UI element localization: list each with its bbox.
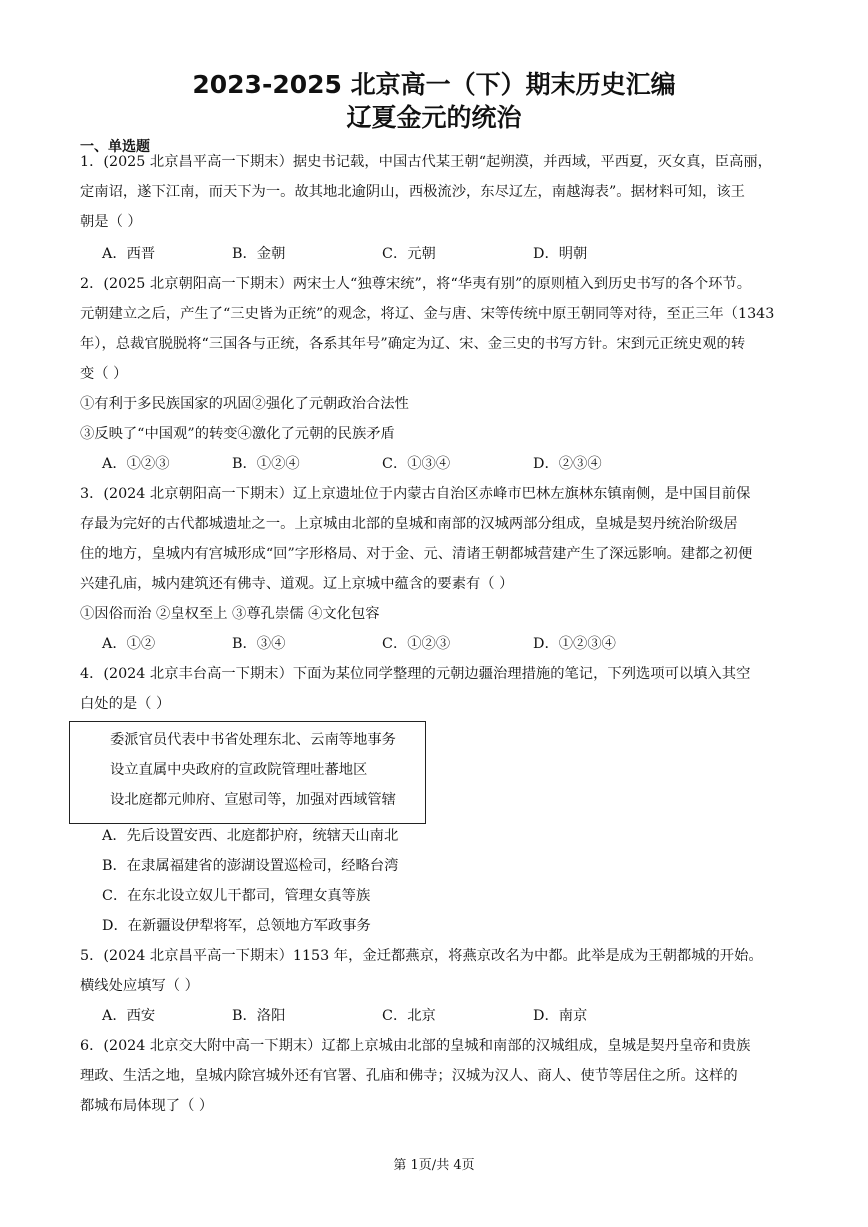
question-5-line: 5．(2024 北京昌平高一下期末）1153 年，金迁都燕京，将燕京改名为中都。此举是成为王朝都城的开始。	[80, 948, 763, 964]
question-3-line: 3．(2024 北京朝阳高一下期末）辽上京遗址位于内蒙古自治区赤峰市巴林左旗林东镇南侧，是中国目前保	[80, 486, 751, 502]
question-2-option-d: D．②③④	[533, 456, 602, 472]
question-4-line: 白处的是（ ）	[80, 696, 171, 712]
question-1-line: 定南诏，遂下江南，而天下为一。故其地北逾阴山，西极流沙，东尽辽左，南越海表”。据材料可知，该王	[80, 184, 745, 200]
question-5-option-b: B．洛阳	[232, 1008, 286, 1024]
question-1-option-d: D．明朝	[533, 246, 588, 262]
question-4-option-b: B．在隶属福建省的澎湖设置巡检司，经略台湾	[102, 858, 399, 874]
question-2-option-c: C．①③④	[382, 456, 451, 472]
section-heading: 一、单选题	[80, 139, 150, 155]
question-2-option-a: A．①②③	[102, 456, 170, 472]
page-footer: 第 1页/共 4页	[393, 1158, 475, 1173]
page-title: 2023-2025 北京高一（下）期末历史汇编	[192, 70, 676, 99]
question-3-option-a: A．①②	[102, 636, 156, 652]
question-3-option-d: D．①②③④	[533, 636, 616, 652]
question-2-line: 年），总裁官脱脱将“三国各与正统，各系其年号”确定为辽、宋、金三史的书写方针。宋到元正统史观的转	[80, 336, 746, 352]
question-5-option-a: A．西安	[102, 1008, 156, 1024]
question-4-option-a: A．先后设置安西、北庭都护府，统辖天山南北	[102, 828, 399, 844]
question-2-line: 变（ ）	[80, 366, 128, 382]
question-5-option-d: D．南京	[533, 1008, 588, 1024]
question-1-option-a: A．西晋	[102, 246, 156, 262]
question-5-line: 横线处应填写（ ）	[80, 978, 199, 994]
question-3-line: 存最为完好的古代都城遗址之一。上京城由北部的皇城和南部的汉城两部分组成，皇城是契丹统治阶级居	[80, 516, 738, 532]
question-3-line: 住的地方，皇城内有宫城形成“回”字形格局、对于金、元、清诸王朝都城营建产生了深远影响。建都之初便	[80, 546, 753, 562]
notes-box-line: 委派官员代表中书省处理东北、云南等地事务	[110, 732, 396, 748]
question-2-option-b: B．①②④	[232, 456, 300, 472]
question-1-option-c: C．元朝	[382, 246, 436, 262]
question-1-option-b: B．金朝	[232, 246, 286, 262]
question-2-statement: ①有利于多民族国家的巩固②强化了元朝政治合法性	[80, 396, 409, 412]
question-2-line: 元朝建立之后，产生了“三史皆为正统”的观念，将辽、金与唐、宋等传统中原王朝同等对待，至正三年（1343	[80, 306, 775, 322]
question-4-line: 4．(2024 北京丰台高一下期末）下面为某位同学整理的元朝边疆治理措施的笔记，下列选项可以填入其空	[80, 666, 751, 682]
question-5-option-c: C．北京	[382, 1008, 436, 1024]
question-6-line: 理政、生活之地，皇城内除宫城外还有官署、孔庙和佛寺；汉城为汉人、商人、使节等居住之所。这样的	[80, 1068, 738, 1084]
question-2-line: 2．(2025 北京朝阳高一下期末）两宋士人“独尊宋统”，将“华夷有别”的原则植入到历史书写的各个环节。	[80, 276, 752, 292]
question-4-option-d: D．在新疆设伊犁将军，总领地方军政事务	[102, 918, 371, 934]
question-4-option-c: C．在东北设立奴儿干都司，管理女真等族	[102, 888, 371, 904]
notes-box-line: 设北庭都元帅府、宣慰司等，加强对西域管辖	[110, 792, 396, 808]
question-3-option-b: B．③④	[232, 636, 286, 652]
question-3-line: 兴建孔庙，城内建筑还有佛寺、道观。辽上京城中蕴含的要素有（ ）	[80, 576, 514, 592]
question-6-line: 6．(2024 北京交大附中高一下期末）辽都上京城由北部的皇城和南部的汉城组成，皇城是契丹皇帝和贵族	[80, 1038, 751, 1054]
question-1-line: 1．(2025 北京昌平高一下期末）据史书记载，中国古代某王朝“起朔漠，并西域，平西夏，灭女真，臣高丽，	[80, 154, 772, 170]
question-1-line: 朝是（ ）	[80, 214, 142, 230]
question-3-statement: ①因俗而治 ②皇权至上 ③尊孔崇儒 ④文化包容	[80, 606, 380, 622]
notes-box-line: 设立直属中央政府的宣政院管理吐蕃地区	[110, 762, 368, 778]
question-3-option-c: C．①②③	[382, 636, 451, 652]
question-2-statement: ③反映了“中国观”的转变④激化了元朝的民族矛盾	[80, 426, 395, 442]
question-6-line: 都城布局体现了（ ）	[80, 1098, 214, 1114]
page-subtitle: 辽夏金元的统治	[346, 103, 522, 132]
